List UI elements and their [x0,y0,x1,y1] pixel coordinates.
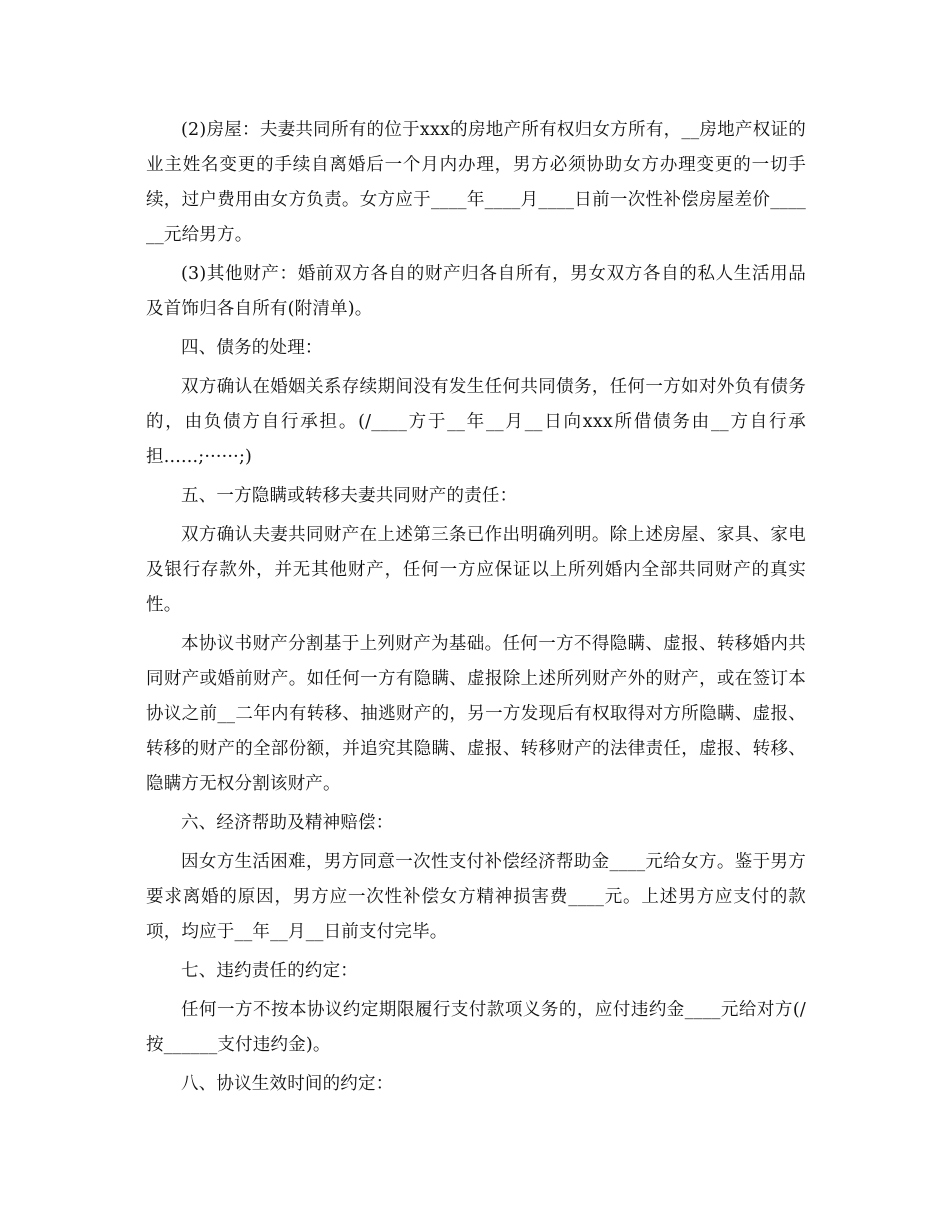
paragraph-compensation: 因女方生活困难，男方同意一次性支付补偿经济帮助金____元给女方。鉴于男方要求离婚的原因，男方应一次性补偿女方精神损害费____元。上述男方应支付的款项，均应于__年__月__日前支付完毕。 [146,852,806,942]
paragraph-debts: 双方确认在婚姻关系存续期间没有发生任何共同债务，任何一方如对外负有债务的，由负债方自行承担。(/____方于__年__月__日向xxx所借债务由__方自行承担......;······;) [146,377,806,467]
section-heading-debts: 四、债务的处理： [181,338,323,358]
section-heading-breach: 七、违约责任的约定： [181,961,358,981]
section-heading-concealment: 五、一方隐瞒或转移夫妻共同财产的责任： [181,486,518,506]
section-heading-compensation: 六、经济帮助及精神赔偿： [181,813,394,833]
document-body [146,113,806,1106]
paragraph-other-property: (3)其他财产：婚前双方各自的财产归各自所有，男女双方各自的私人生活用品及首饰归各自所有(附清单)。 [146,264,806,319]
paragraph-house: (2)房屋：夫妻共同所有的位于xxx的房地产所有权归女方所有，__房地产权证的业主姓名变更的手续自离婚后一个月内办理，男方必须协助女方办理变更的一切手续，过户费用由女方负责。女方应于____年____月____日前一次性补偿房屋差价______元给男方。 [146,120,806,245]
paragraph-breach: 任何一方不按本协议约定期限履行支付款项义务的，应付违约金____元给对方(/按______支付违约金)。 [146,1000,806,1055]
paragraph-concealment: 本协议书财产分割基于上列财产为基础。任何一方不得隐瞒、虚报、转移婚内共同财产或婚前财产。如任何一方有隐瞒、虚报除上述所列财产外的财产，或在签订本协议之前__二年内有转移、抽逃财产的，另一方发现后有权取得对方所隐瞒、虚报、转移的财产的全部份额，并追究其隐瞒、虚报、转移财产的法律责任，虚报、转移、隐瞒方无权分割该财产。 [146,634,806,794]
paragraph-confirm-property: 双方确认夫妻共同财产在上述第三条已作出明确列明。除上述房屋、家具、家电及银行存款外，并无其他财产，任何一方应保证以上所列婚内全部共同财产的真实性。 [146,525,806,615]
section-heading-effective-time: 八、协议生效时间的约定： [181,1074,394,1094]
